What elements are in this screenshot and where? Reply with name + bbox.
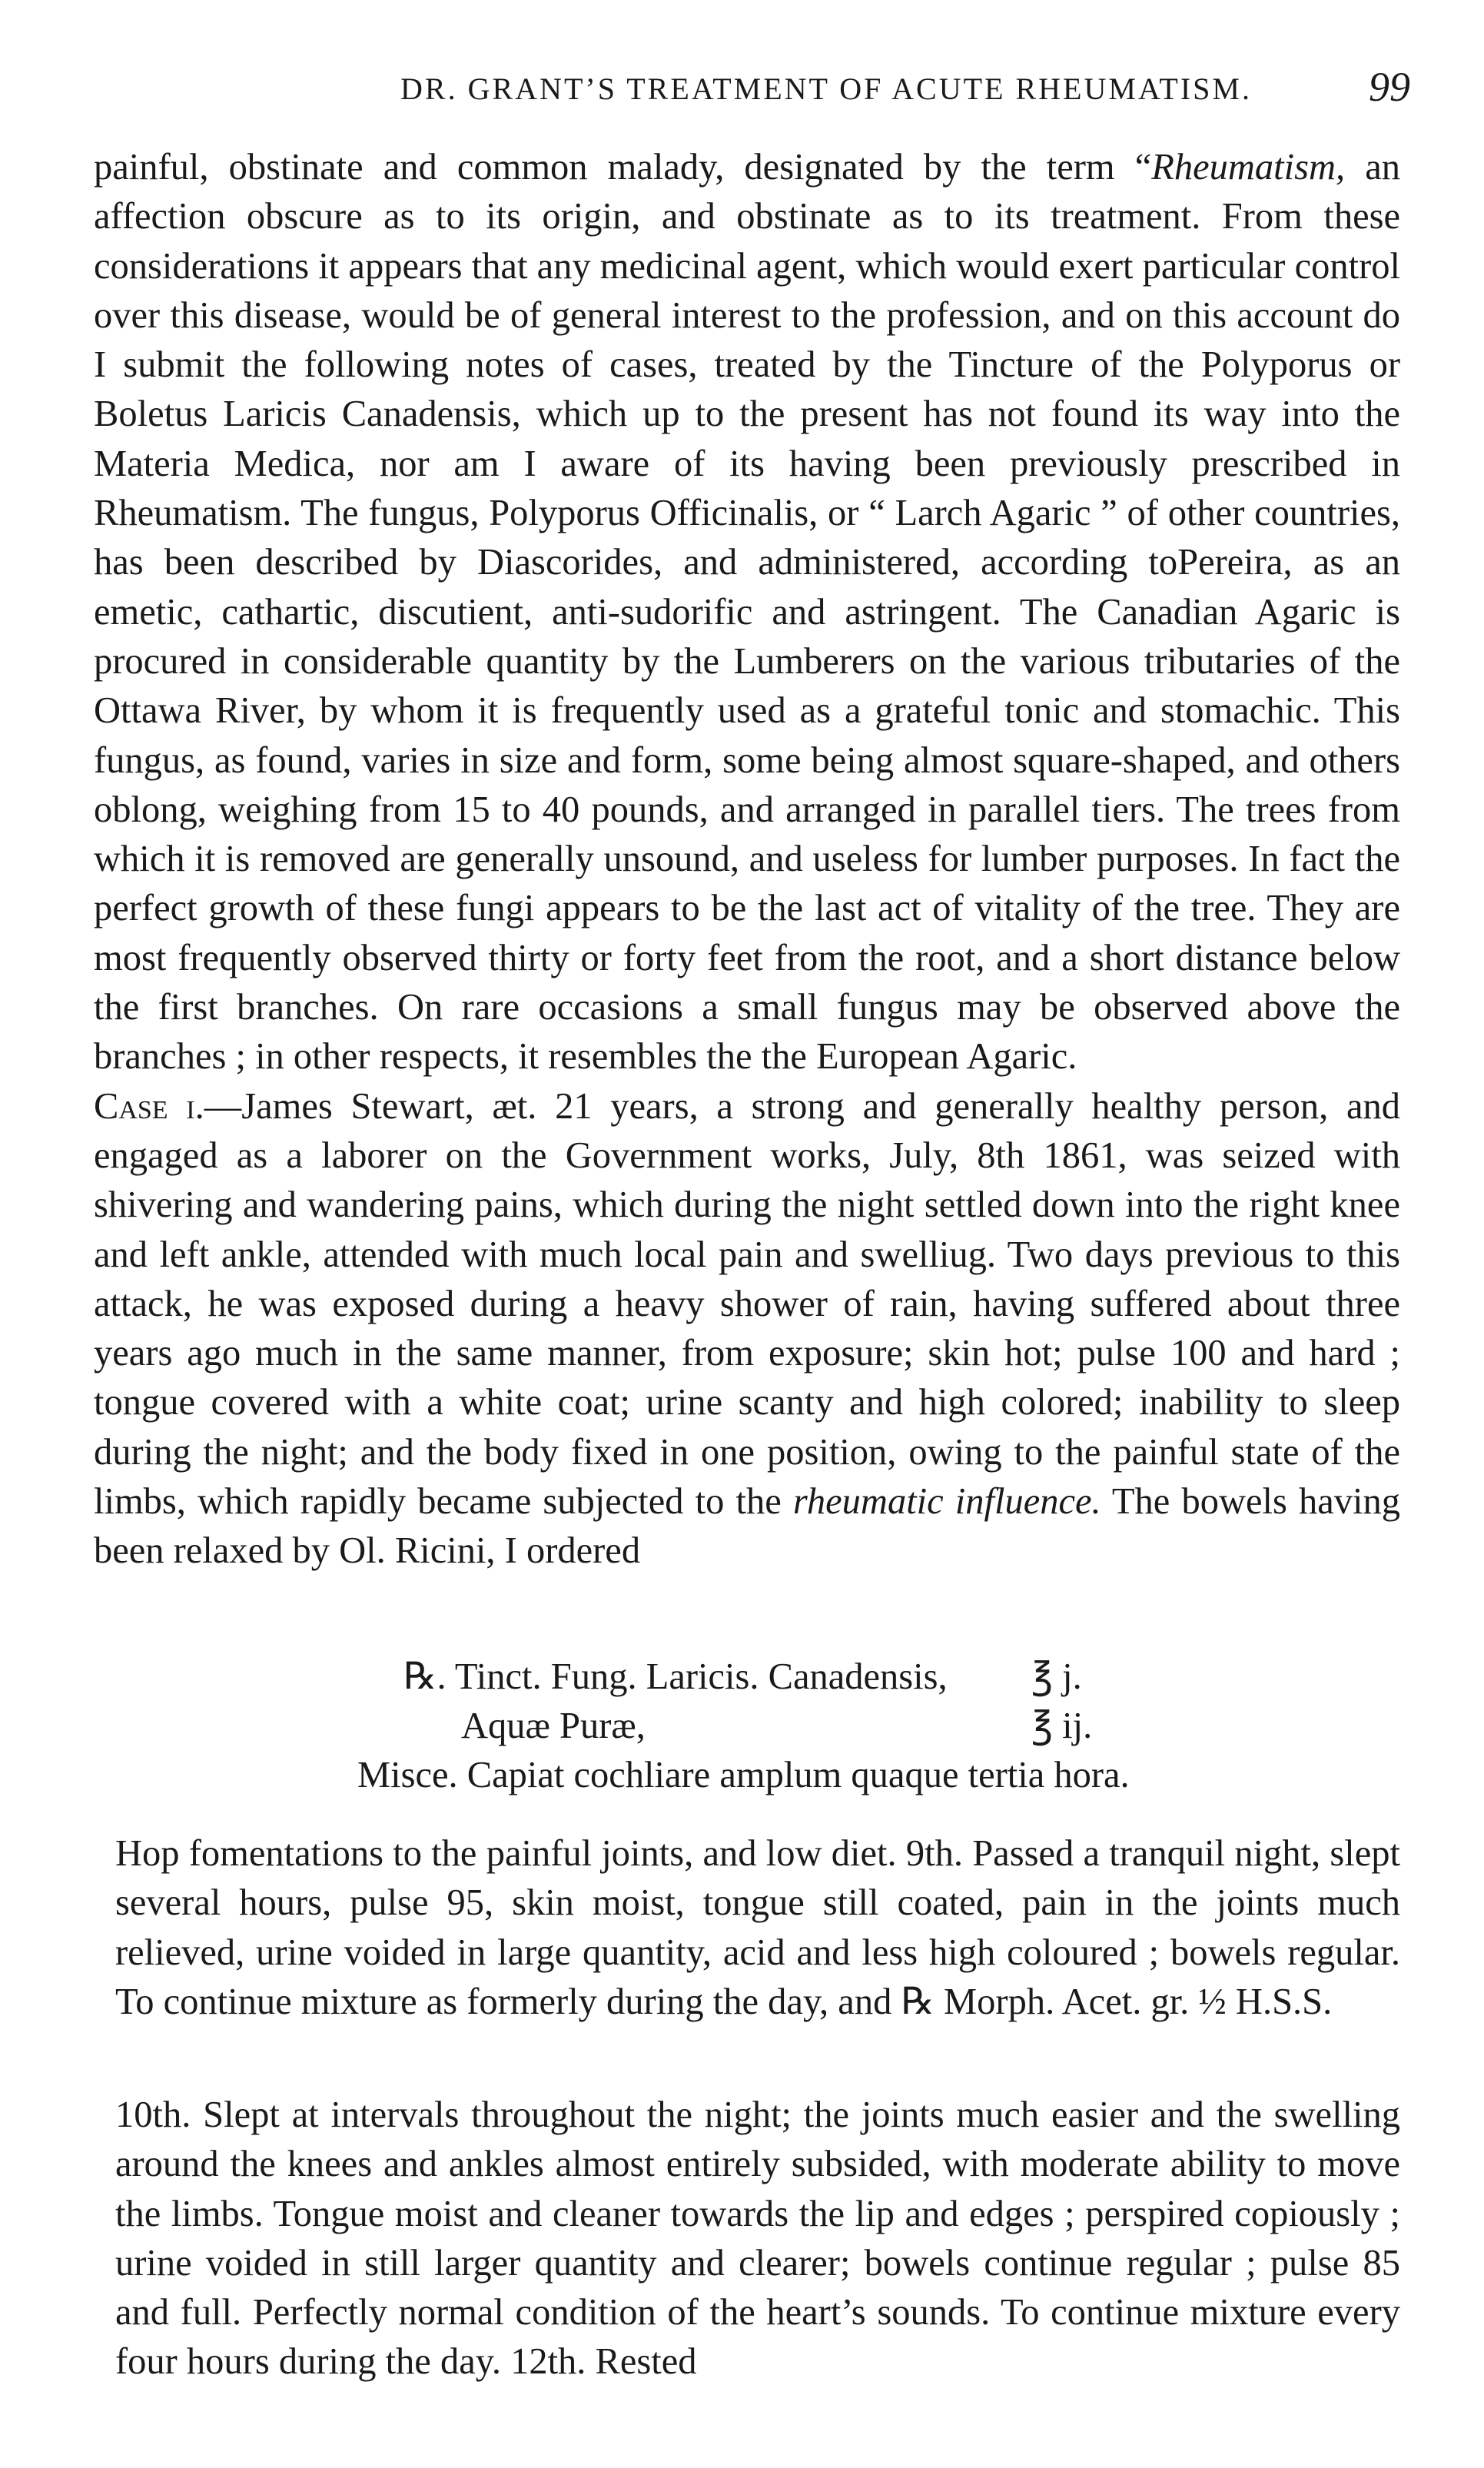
paragraph-introduction	[94, 143, 1400, 1082]
case-emphasis: rheumatic influence.	[792, 1481, 1101, 1523]
prescription-line-2: Aquæ Puræ,	[461, 1706, 646, 1746]
case-label: Case i.	[94, 1085, 204, 1127]
prescription-dose-1: ℥ j.	[1031, 1656, 1082, 1697]
case-text-a: —James Stewart, æt. 21 years, a strong and generally healthy person, and engaged as a laborer on the Government works, July, 8th 1861, was seized with shivering and wandering pains, which during the night settled down into the right knee and left ankle, attended with much local pain and swelliug. Two days previous to this attack, he was exposed during a heavy shower of rain, having suffered about three years ago much in the same manner, from exposure; skin hot; pulse 100 and hard ; tongue covered with a white coat; urine scanty and high colored; inability to sleep during the night; and the body fixed in one position, owing to the painful state of the limbs, which rapidly became subjected to the	[94, 1085, 1401, 1523]
day-ten-text: 10th. Slept at intervals throughout the night; the joints much easier and the swelling around the knees and ankles almost entirely subsided, with moderate ability to move the limbs. Tongue moist and cleaner towards the lip and edges ; perspired copiously ; urine voided in still larger quantity and clearer; bowels continue regular ; pulse 85 and full. Perfectly normal condition of the heart’s sounds. To continue mixture every four hours during the day. 12th. Rested	[115, 2094, 1400, 2383]
running-title: DR. GRANT’S TREATMENT OF ACUTE RHEUMATISM.	[400, 71, 1252, 106]
prescription-line-1: ℞. Tinct. Fung. Laricis. Canadensis,	[403, 1656, 948, 1697]
paragraph-day-nine	[115, 1829, 1400, 2027]
case-text-b: The bowels having been relaxed by Ol. Ricini, I ordered	[94, 1481, 1400, 1572]
intro-text-b: an affection obscure as to its origin, and obstinate as to its treatment. From these considerations it appears that any medicinal agent, which would exert particular control over this disease, would be of general interest to the profession, and on this account do I submit the following notes of cases, treated by the Tincture of the Polyporus or Boletus Laricis Canadensis, which up to the present has not found its way into the Materia Medica, nor am I aware of its having been previously prescribed in Rheumatism. The fungus, Polyporus Officinalis, or “ Larch Agaric ” of other countries, has been described by Diascorides, and administered, according toPereira, as an emetic, cathartic, discutient, anti-sudorific and astringent. The Canadian Agaric is procured in considerable quantity by the Lumberers on the various tributaries of the Ottawa River, by whom it is frequently used as a grateful tonic and stomachic. This fungus, as found, varies in size and form, some being almost square-shaped, and others oblong, weighing from 15 to 40 pounds, and arranged in parallel tiers. The trees from which it is removed are generally unsound, and useless for lumber purposes. In fact the perfect growth of these fungi appears to be the last act of vitality of the tree. They are most frequently observed thirty or forty feet from the root, and a short distance below the first branches. On rare occasions a small fungus may be observed above the branches ; in other respects, it resembles the the European Agaric.	[94, 147, 1400, 1078]
day-nine-text: Hop fomentations to the painful joints, and low diet. 9th. Passed a tranquil night, slept several hours, pulse 95, skin moist, tongue still coated, pain in the joints much relieved, urine voided in large quantity, acid and less high coloured ; bowels regular. To continue mixture as formerly during the day, and ℞ Morph. Acet. gr. ½ H.S.S.	[115, 1833, 1400, 2022]
paragraph-day-ten	[115, 2091, 1400, 2387]
paragraph-case-one	[94, 1082, 1400, 1576]
prescription-dose-2: ℥ ij.	[1031, 1706, 1093, 1746]
intro-text-a: painful, obstinate and common malady, designated by the term “	[94, 147, 1152, 188]
prescription-line-3: Misce. Capiat cochliare amplum quaque tertia hora.	[357, 1755, 1130, 1795]
main-text	[94, 143, 1400, 1576]
intro-emphasis: Rheumatism,	[1151, 147, 1346, 188]
page-number: 99	[1369, 64, 1410, 110]
